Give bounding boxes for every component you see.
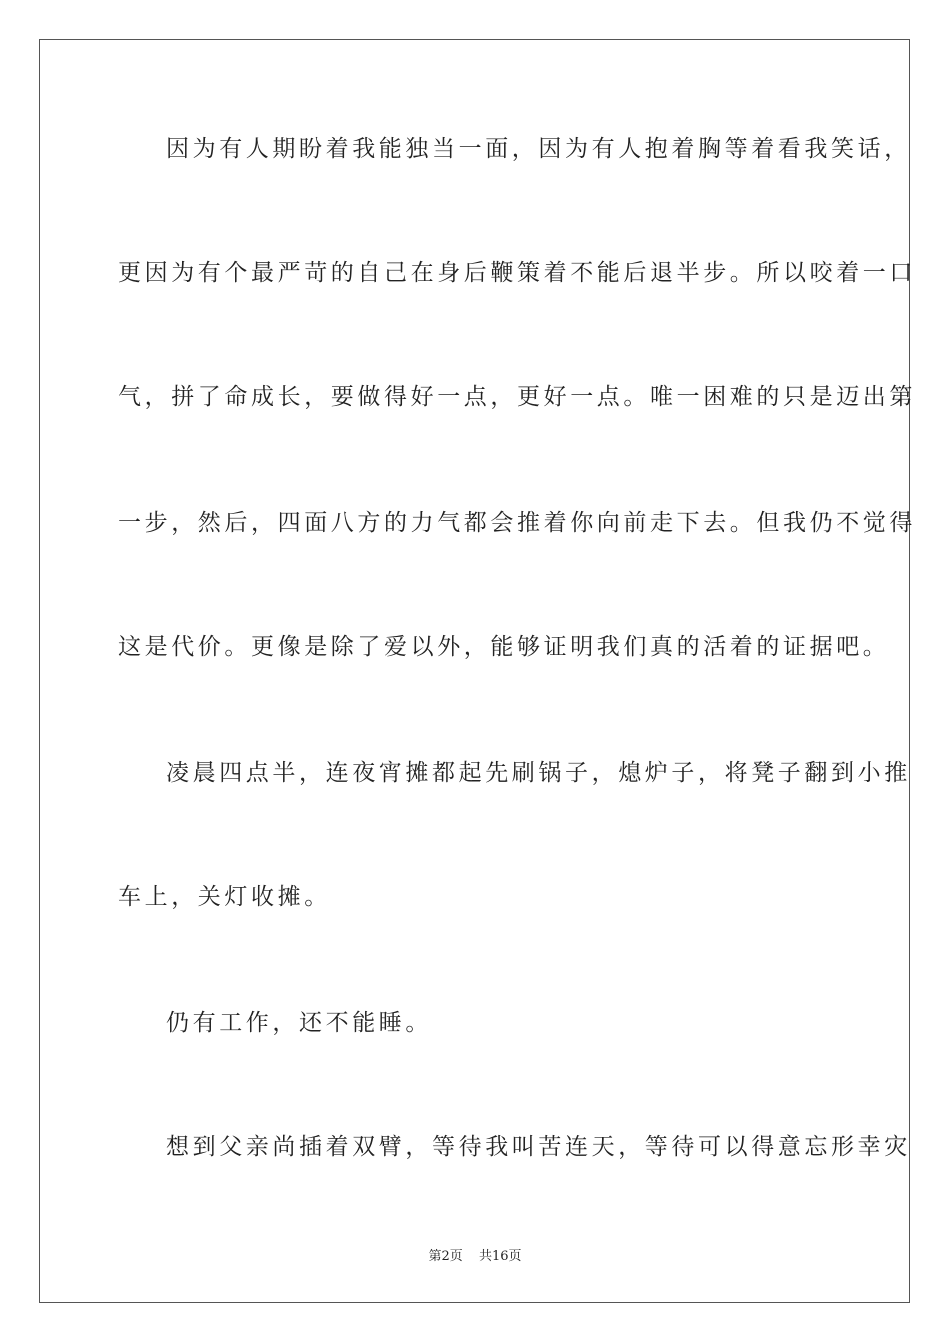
text-line: 气，拼了命成长，要做得好一点，更好一点。唯一困难的只是迈出第 (118, 384, 916, 410)
text-line: 因为有人期盼着我能独当一面，因为有人抱着胸等着看我笑话， (166, 136, 911, 162)
text-line: 车上，关灯收摊。 (118, 884, 331, 910)
page-border (39, 39, 910, 1303)
page-number: 第2页 (428, 1249, 463, 1264)
text-line: 一步，然后，四面八方的力气都会推着你向前走下去。但我仍不觉得 (118, 510, 916, 536)
text-line: 仍有工作，还不能睡。 (166, 1010, 432, 1036)
page-footer (0, 1248, 950, 1266)
text-line: 想到父亲尚插着双臂，等待我叫苦连天，等待可以得意忘形幸灾 (166, 1134, 911, 1160)
text-line: 这是代价。更像是除了爱以外，能够证明我们真的活着的证据吧。 (118, 634, 890, 660)
text-line: 凌晨四点半，连夜宵摊都起先刷锅子，熄炉子，将凳子翻到小推 (166, 760, 911, 786)
page-total: 共16页 (478, 1249, 522, 1264)
text-line: 更因为有个最严苛的自己在身后鞭策着不能后退半步。所以咬着一口 (118, 260, 916, 286)
